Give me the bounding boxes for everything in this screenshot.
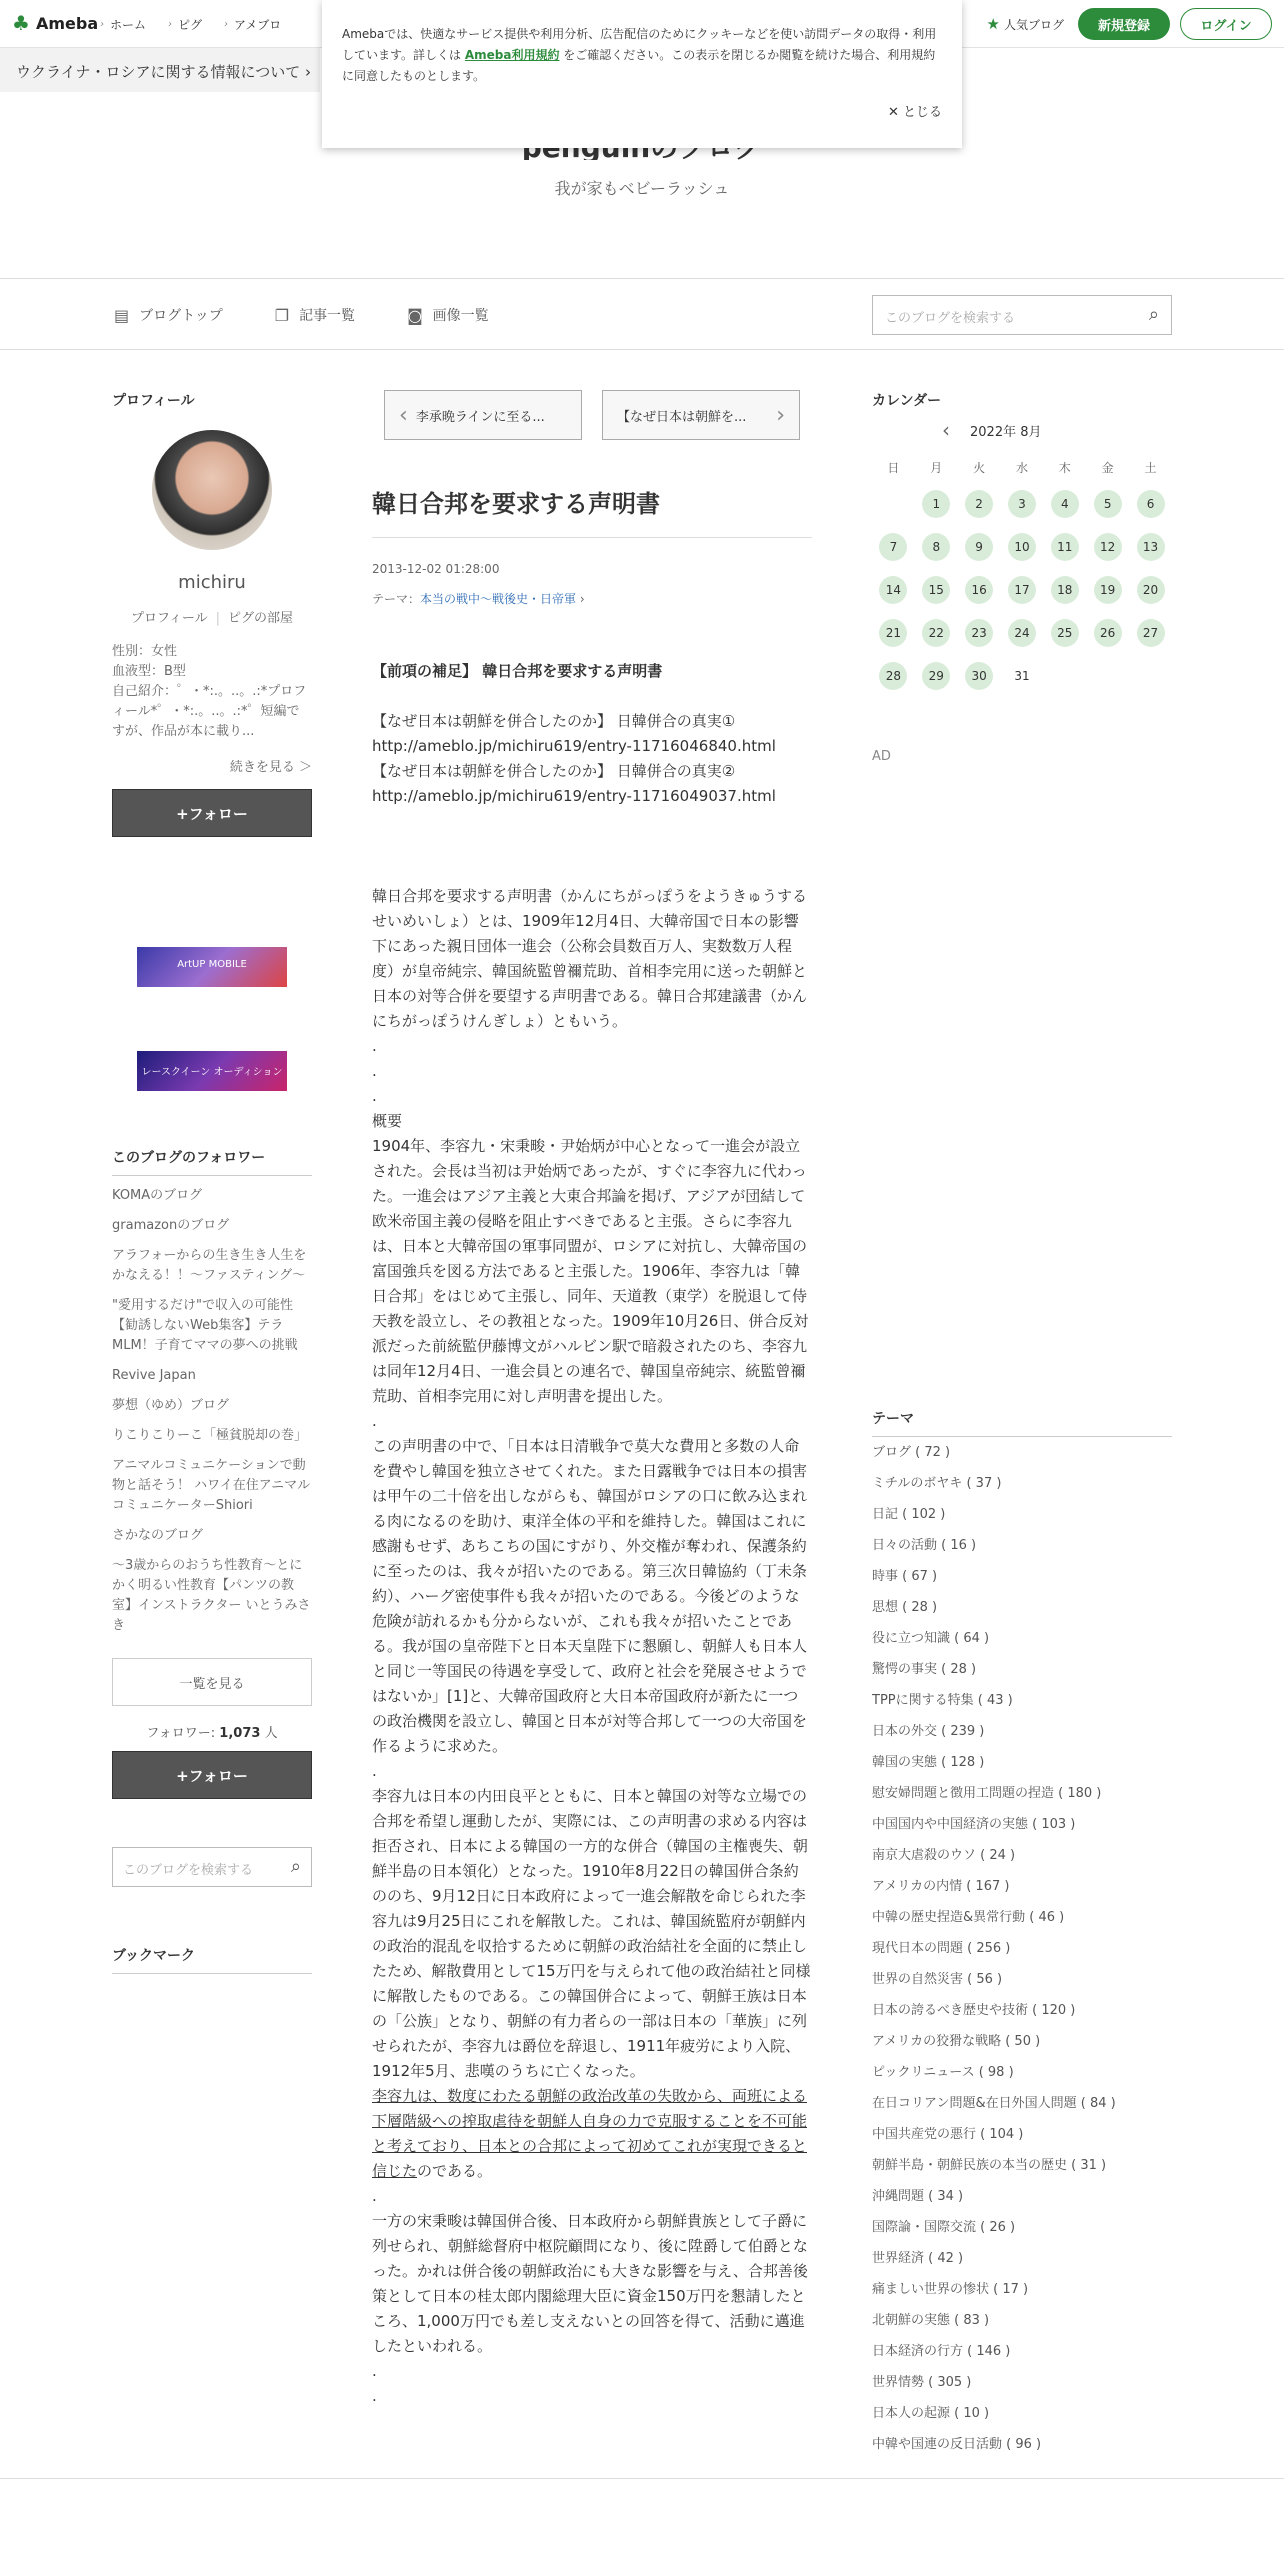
calendar-cell [958, 654, 1001, 697]
article-paragraph: この声明書の中で、「日本は日清戦争で莫大な費用と多数の人命を費やし韓国を独立させてくれた。また日露戦争では日本の損害は甲午の二十倍を出しながらも、韓国がロシアの口に飲み込まれる肉になるのを助け、東洋全体の平和を維持した。韓国はこれに感謝もせず、あちこちの国にすがり、外交権が奪われ、保護条約に至ったのは、我々が招いたのである。第三次日韓協約（丁未条約）、ハーグ密使事件も我々が招いたのである。今後どのような危険が訪れるかも分からないが、これも我々が招いたことである。我が国の皇帝陛下と日本天皇陛下に懇願し、朝鮮人も日本人と同じ一等国民の待遇を享受して、政府と社会を発展させようではないか」[1]と、大韓帝国政府と大日本帝国政府が新たに一つの政治機関を設立し、韓国と日本が対等合邦して一つの大帝国を作るように求めた。 [372, 1437, 808, 1755]
followers-heading: このブログのフォロワー [112, 1147, 312, 1176]
weekday-label: 火 [973, 460, 986, 475]
avatar[interactable] [152, 430, 272, 550]
theme-item[interactable]: 中国共産党の悪行 ( 104 ) [872, 2127, 1024, 2142]
next-article-label: 【なぜ日本は朝鮮を... [617, 409, 747, 425]
header-actions [987, 8, 1272, 40]
footer [0, 2478, 1284, 2568]
theme-item[interactable]: 中国国内や中国経済の実態 ( 103 ) [872, 1817, 1076, 1832]
article-paragraph: 韓日合邦を要求する声明書（かんにちがっぽうをようきゅうするせいめいしょ）とは、1909年12月4日、大韓帝国で日本の影響下にあった親日団体一進会（公称会員数百万人、実数数万人程度）が皇帝純宗、韓国統監曾禰荒助、首相李完用に送った朝鮮と日本の対等合併を要望する声明書である。韓日合邦建議書（かんにちがっぽうけんぎしょ）ともいう。 [372, 887, 808, 1030]
racequeen-banner[interactable]: レースクイーン オーディション [137, 1051, 287, 1091]
read-more-link[interactable]: 続きを見る ＞ [229, 760, 312, 775]
calendar-day[interactable]: 12 [1094, 533, 1122, 561]
profile-gender: 性別：女性 [112, 644, 178, 659]
calendar-day[interactable]: 21 [879, 619, 907, 647]
pigg-room-link[interactable]: ピグの部屋 [228, 611, 294, 626]
chevron-left-icon[interactable]: ‹ [942, 418, 950, 442]
weekday-label: 木 [1058, 460, 1071, 475]
theme-item[interactable]: 思想 ( 28 ) [872, 1600, 938, 1615]
blog-subtitle: 我が家もベビーラッシュ [554, 179, 730, 198]
list-item[interactable]: Revive Japan [112, 1368, 196, 1383]
list-item[interactable]: りこりこりーこ「極貧脱却の巻」 [112, 1428, 308, 1443]
list-item[interactable]: 〜3歳からのおうち性教育〜とにかく明るい性教育【パンツの教室】インストラクター いとうみさき [112, 1558, 311, 1633]
theme-item[interactable]: 国際論・国際交流 ( 26 ) [872, 2220, 1016, 2235]
theme-item[interactable]: TPPに関する特集 ( 43 ) [872, 1693, 1013, 1708]
nav-pigg-label: ピグ [178, 18, 203, 32]
article-paragraph [372, 809, 812, 834]
chevron-left-icon: ‹ [399, 402, 408, 428]
copy-icon: ❐ [274, 305, 290, 325]
follower-count-label: フォロワー: [146, 1726, 216, 1741]
calendar-cell [1001, 611, 1044, 654]
chevron-right-icon: › [224, 19, 229, 30]
weekday-label: 月 [930, 460, 943, 475]
calendar-week [872, 611, 1172, 654]
ukraine-notice-link[interactable] [0, 48, 320, 92]
article-list-link[interactable] [275, 305, 355, 325]
calendar-cell [1086, 654, 1129, 697]
calendar-day[interactable]: 16 [965, 576, 993, 604]
profile-links [112, 607, 312, 626]
camera-icon: ◙ [407, 305, 423, 325]
calendar-cell [872, 525, 915, 568]
list-item[interactable]: gramazonのブログ [112, 1218, 230, 1233]
theme-item[interactable]: 役に立つ知識 ( 64 ) [872, 1631, 990, 1646]
calendar-day[interactable]: 13 [1137, 533, 1165, 561]
profile-heading: プロフィール [112, 393, 195, 409]
article-paragraph [372, 859, 812, 884]
article-link[interactable]: http://ameblo.jp/michiru619/entry-11716046840.html [372, 737, 776, 755]
theme-item[interactable]: 世界経済 ( 42 ) [872, 2251, 964, 2266]
bookmark-heading: ブックマーク [112, 1945, 312, 1974]
theme-item[interactable]: 日本経済の行方 ( 146 ) [872, 2344, 1011, 2359]
cookie-text-1: Amebaでは、快適なサービス提供や利用分析、広告配信のためにクッキーなどを使い訪問データの取得・利用しています。詳しくは [342, 27, 937, 62]
blog-nav [114, 305, 489, 325]
follow-button[interactable]: +フォロー [112, 789, 312, 837]
right-sidebar [872, 390, 1172, 2460]
calendar-cell [872, 611, 915, 654]
calendar-day[interactable]: 22 [922, 619, 950, 647]
blog-top-label: ブログトップ [139, 308, 223, 324]
popular-blogs-label: 人気ブログ [1003, 17, 1064, 32]
article-title: 韓日合邦を要求する声明書 [372, 484, 812, 538]
theme-item[interactable]: 日本人の起源 ( 10 ) [872, 2406, 990, 2421]
list-item[interactable]: さかなのブログ [112, 1528, 204, 1543]
weekday-label: 金 [1101, 460, 1114, 475]
calendar-cell [958, 611, 1001, 654]
chevron-right-icon: › [776, 402, 785, 428]
article-paragraph [372, 2084, 812, 2184]
article-paragraph: . [372, 2387, 377, 2405]
article-date: 2013-12-02 01:28:00 [372, 562, 500, 576]
search-placeholder: このブログを検索する [885, 311, 1016, 326]
weekday-label: 水 [1015, 460, 1028, 475]
calendar-day[interactable]: 17 [1008, 576, 1036, 604]
document-icon: ▤ [114, 305, 130, 325]
list-item[interactable]: アラフォーからの生き生き人生をかなえる！！～ファスティング～ [112, 1248, 307, 1283]
weekday-label: 土 [1144, 460, 1157, 475]
article-paragraph: 【なぜ日本は朝鮮を併合したのか】 日韓併合の真実② [372, 762, 736, 780]
calendar-day[interactable]: 7 [879, 533, 907, 561]
theme-item[interactable]: 南京大虐殺のウソ ( 24 ) [872, 1848, 1016, 1863]
calendar-cell [915, 654, 958, 697]
theme-item[interactable]: 中韓や国連の反日活動 ( 96 ) [872, 2437, 1042, 2452]
follow-button-2[interactable]: +フォロー [112, 1751, 312, 1799]
theme-item[interactable]: 北朝鮮の実態 ( 83 ) [872, 2313, 990, 2328]
prev-article-button[interactable] [384, 390, 582, 440]
calendar-day[interactable]: 18 [1051, 576, 1079, 604]
theme-item[interactable]: 痛ましい世界の惨状 ( 17 ) [872, 2282, 1029, 2297]
calendar-day[interactable]: 28 [879, 662, 907, 690]
article-paragraph [372, 834, 812, 859]
calendar-cell [915, 611, 958, 654]
calendar-grid [872, 452, 1172, 697]
theme-item[interactable]: ピックリニュース ( 98 ) [872, 2065, 1014, 2080]
calendar-day[interactable]: 14 [879, 576, 907, 604]
view-all-followers-button[interactable]: 一覧を見る [112, 1658, 312, 1706]
follower-count [112, 1722, 312, 1741]
follower-count-value: 1,073 [219, 1726, 261, 1741]
calendar-day[interactable]: 10 [1008, 533, 1036, 561]
calendar-month: 2022年 8月 [970, 424, 1042, 440]
calendar-cell [1043, 525, 1086, 568]
calendar-day[interactable]: 19 [1094, 576, 1122, 604]
article-paragraph: 1904年、李容九・宋秉畯・尹始炳が中心となって一進会が設立された。会長は当初は尹始炳であったが、すぐに李容九に代わった。一進会はアジア主義と大東合邦論を掲げ、アジアが団結して欧米帝国主義の侵略を阻止すべきであると主張。さらに李容九は、日本と大韓帝国の軍事同盟が、ロシアに対抗し、大韓帝国の富国強兵を図る方法であると主張した。1906年、李容九は「韓日合邦」をはじめて主張し、同年、天道教（東学）を脱退して侍天教を設立し、その教祖となった。1909年10月26日、併合反対派だった前統監伊藤博文がハルビン駅で暗殺されたのち、李容九は同年12月4日、一進会員との連名で、韓国皇帝純宗、統監曾禰荒助、首相李完用に対し声明書を提出した。 [372, 1137, 809, 1405]
calendar-cell [1001, 482, 1044, 525]
theme-item[interactable]: 在日コリアン問題&在日外国人問題 ( 84 ) [872, 2096, 1116, 2111]
theme-item[interactable]: 日々の活動 ( 16 ) [872, 1538, 977, 1553]
article-paragraph: 【前項の補足】 韓日合邦を要求する声明書 [372, 662, 663, 680]
calendar-cell [1043, 611, 1086, 654]
underlined-tail: のである。 [417, 2162, 493, 2180]
calendar-day[interactable]: 5 [1094, 490, 1122, 518]
cookie-close-button[interactable] [888, 102, 942, 123]
theme-item[interactable]: 沖縄問題 ( 34 ) [872, 2189, 964, 2204]
nav-home-label: ホーム [110, 18, 147, 32]
calendar-day[interactable]: 15 [922, 576, 950, 604]
chevron-right-icon: › [100, 19, 104, 30]
calendar-cell [1129, 482, 1172, 525]
weekday-label: 日 [887, 460, 900, 475]
search-placeholder: このブログを検索する [123, 1863, 254, 1878]
calendar-cell [1129, 611, 1172, 654]
search-icon[interactable]: ⌕ [1148, 304, 1159, 325]
nav-home[interactable] [100, 16, 146, 33]
theme-item[interactable]: ミチルのボヤキ ( 37 ) [872, 1476, 1002, 1491]
calendar-cell [1001, 654, 1044, 697]
blog-nav-bar [0, 278, 1284, 350]
article [372, 390, 812, 2409]
calendar-cell [1129, 654, 1172, 697]
theme-label: テーマ： [372, 592, 421, 606]
calendar-cell [958, 525, 1001, 568]
article-paragraph: 概要 [372, 1112, 403, 1130]
prev-article-label: 李承晩ラインに至る... [415, 409, 545, 425]
chevron-right-icon: › [168, 19, 173, 30]
theme-item[interactable]: アメリカの狡猾な戦略 ( 50 ) [872, 2034, 1041, 2049]
calendar-cell [1129, 568, 1172, 611]
follower-count-unit: 人 [264, 1726, 278, 1741]
calendar-day[interactable]: 4 [1051, 490, 1079, 518]
calendar-day[interactable]: 9 [965, 533, 993, 561]
artup-banner[interactable]: ArtUP MOBILE [137, 947, 287, 987]
profile-info [112, 642, 312, 742]
article-paragraph: . [372, 1037, 377, 1055]
article-paragraph: . [372, 1412, 377, 1430]
followers-list [112, 1186, 312, 1636]
theme-item[interactable]: 驚愕の事実 ( 28 ) [872, 1662, 977, 1677]
calendar-cell [1129, 525, 1172, 568]
next-article-button[interactable] [602, 390, 800, 440]
ameba-logo-text: Ameba [36, 13, 99, 33]
calendar-cell [1043, 568, 1086, 611]
theme-item[interactable]: 時事 ( 67 ) [872, 1569, 938, 1584]
theme-item[interactable]: 日記 ( 102 ) [872, 1507, 946, 1522]
global-nav [100, 16, 281, 33]
chevron-right-icon: › [305, 63, 312, 81]
terms-link[interactable]: Ameba利用規約 [464, 48, 560, 62]
article-paragraph: 一方の宋秉畯は韓国併合後、日本政府から朝鮮貴族として子爵に列せられ、朝鮮総督府中枢院顧問になり、後に陞爵して伯爵となった。かれは併合後の朝鮮政治にも大きな影響を与え、合邦善後策として日本の桂太郎内閣総理大臣に資金150万円を懇請したところ、1,000万円でも差し支えないとの回答を得て、活動に邁進したといわれる。 [372, 2212, 808, 2355]
calendar-cell [1086, 568, 1129, 611]
list-item[interactable]: 夢想（ゆめ）ブログ [112, 1398, 230, 1413]
blog-top-link[interactable] [114, 305, 223, 325]
calendar-cell [1043, 654, 1086, 697]
login-button[interactable]: ログイン [1180, 8, 1272, 40]
theme-item[interactable]: 現代日本の問題 ( 256 ) [872, 1941, 1011, 1956]
notice-text: ウクライナ・ロシアに関する情報について [16, 63, 301, 81]
article-paragraph: . [372, 2362, 377, 2380]
calendar-day[interactable]: 1 [922, 490, 950, 518]
profile-blood-type: 血液型：B型 [112, 664, 186, 679]
calendar-cell [915, 525, 958, 568]
article-pager [384, 390, 812, 440]
calendar-cell [1086, 482, 1129, 525]
close-icon: ✕ [887, 105, 899, 120]
profile-intro: 自己紹介：゜・*:.。..。.:*プロフィール*゜・*:.。..。.:*゜短編ですが、作品が本に載り... [112, 684, 307, 739]
calendar-day[interactable]: 6 [1137, 490, 1165, 518]
blog-search-input[interactable] [872, 295, 1172, 335]
calendar-day[interactable]: 25 [1051, 619, 1079, 647]
calendar-day[interactable]: 3 [1008, 490, 1036, 518]
calendar-week [872, 482, 1172, 525]
list-item[interactable]: アニマルコミュニケーションで動物と話そう！ ハワイ在住アニマルコミュニケーターShiori [112, 1458, 311, 1513]
profile-name[interactable]: michiru [178, 572, 246, 593]
article-list-label: 記事一覧 [299, 308, 356, 324]
calendar-cell [1001, 568, 1044, 611]
calendar-cell [872, 568, 915, 611]
calendar-cell [1086, 525, 1129, 568]
article-paragraph: 李容九は日本の内田良平とともに、日本と韓国の対等な立場での合邦を希望し運動したが、実際には、この声明書の求める内容は拒否され、日本による韓国の一方的な併合（韓国の主権喪失、朝鮮半島の日本領化）となった。1910年8月22日の韓国併合条約ののち、9月12日に日本政府によって一進会解散を命じられた李容九は9月25日にこれを解散した。これは、韓国統監府が朝鮮内の政治的混乱を収拾するために朝鮮の政治結社を全面的に禁止したため、解散費用として15万円を与えられて他の政治結社と同様に解散したものである。この韓国併合によって、朝鮮王族は日本の「公族」となり、朝鮮の有力者らの一部は日本の「華族」に列せられたが、李容九は爵位を辞退し、1911年疲労により入院、1912年5月、悲嘆のうちに亡くなった。 [372, 1787, 811, 2080]
theme-item[interactable]: 日本の外交 ( 239 ) [872, 1724, 985, 1739]
nav-pigg[interactable] [168, 16, 202, 33]
theme-item[interactable]: ブログ ( 72 ) [872, 1445, 951, 1460]
calendar-cell [1043, 482, 1086, 525]
search-icon[interactable]: ⌕ [290, 1856, 301, 1877]
calendar-week [872, 525, 1172, 568]
calendar-day[interactable]: 8 [922, 533, 950, 561]
calendar-day[interactable]: 30 [965, 662, 993, 690]
theme-item[interactable]: 世界の自然災害 ( 56 ) [872, 1972, 1003, 1987]
calendar-week [872, 654, 1172, 697]
article-paragraph: . [372, 1762, 377, 1780]
calendar-cell [915, 482, 958, 525]
calendar-cell [1001, 525, 1044, 568]
calendar-day[interactable]: 2 [965, 490, 993, 518]
nav-ameblo[interactable] [224, 16, 281, 33]
article-paragraph: . [372, 1087, 377, 1105]
calendar-month-nav [942, 418, 1172, 442]
image-list-label: 画像一覧 [432, 308, 489, 324]
image-list-link[interactable] [407, 305, 489, 325]
calendar-day[interactable]: 23 [965, 619, 993, 647]
theme-item[interactable]: 中韓の歴史捏造&異常行動 ( 46 ) [872, 1910, 1065, 1925]
calendar-day: 31 [1014, 668, 1030, 683]
calendar-cell [958, 482, 1001, 525]
calendar-day[interactable]: 26 [1094, 619, 1122, 647]
calendar-cell [915, 568, 958, 611]
divider: | [215, 611, 221, 626]
calendar-day[interactable]: 27 [1137, 619, 1165, 647]
theme-link[interactable]: 本当の戦中～戦後史・日帝軍 [420, 592, 577, 606]
ad-label: AD [872, 749, 891, 764]
underlined-text: 李容九は、数度にわたる朝鮮の政治改革の失敗から、両班による下層階級への搾取虐待を朝鮮人自身の力で克服することを不可能と考えており、日本との合邦によって初めてこれが実現できると信じた [372, 2087, 808, 2180]
calendar-day[interactable]: 24 [1008, 619, 1036, 647]
cookie-consent-dialog [322, 0, 962, 148]
article-link[interactable]: http://ameblo.jp/michiru619/entry-11716049037.html [372, 787, 776, 805]
popular-blogs-link[interactable] [987, 15, 1064, 33]
ameba-logo[interactable] [12, 12, 98, 34]
cookie-close-label: とじる [902, 105, 942, 120]
calendar-heading: カレンダー [872, 393, 942, 409]
ameba-logo-icon: ♣ [12, 11, 30, 35]
theme-item[interactable]: 世界情勢 ( 305 ) [872, 2375, 972, 2390]
cookie-text-2: をご確認ください。この表示を閉じるか閲覧を続けた場合、利用規約に同意したものとします。 [342, 48, 936, 83]
theme-item[interactable]: 朝鮮半島・朝鮮民族の本当の歴史 ( 31 ) [872, 2158, 1107, 2173]
list-item[interactable]: "愛用するだけ"で収入の可能性【勧誘しないWeb集客】テラMLM！子育てママの夢への挑戦 [112, 1298, 298, 1353]
nav-ameblo-label: アメブロ [234, 18, 282, 32]
crown-icon: ★ [986, 15, 1000, 33]
calendar-cell [872, 482, 915, 525]
left-sidebar [112, 390, 312, 1974]
calendar-week [872, 568, 1172, 611]
article-body [372, 659, 812, 2409]
profile-link[interactable]: プロフィール [130, 611, 208, 626]
calendar-day[interactable]: 29 [922, 662, 950, 690]
calendar-cell [958, 568, 1001, 611]
list-item[interactable]: KOMAのブログ [112, 1188, 203, 1203]
article-paragraph [372, 684, 812, 709]
article-paragraph: 【なぜ日本は朝鮮を併合したのか】 日韓併合の真実① [372, 712, 736, 730]
theme-item[interactable]: アメリカの内情 ( 167 ) [872, 1879, 1010, 1894]
calendar-day[interactable]: 20 [1137, 576, 1165, 604]
calendar-cell [1086, 611, 1129, 654]
calendar-day[interactable]: 11 [1051, 533, 1079, 561]
register-button[interactable]: 新規登録 [1078, 8, 1170, 40]
chevron-right-icon: › [579, 592, 585, 606]
calendar-cell [872, 654, 915, 697]
themes-list [872, 1437, 1172, 2460]
themes-heading: テーマ [872, 1408, 1172, 1437]
theme-item[interactable]: 韓国の実態 ( 128 ) [872, 1755, 985, 1770]
article-paragraph: . [372, 1062, 377, 1080]
sidebar-search-input[interactable] [112, 1847, 312, 1887]
article-theme [372, 590, 812, 607]
theme-item[interactable]: 慰安婦問題と徴用工問題の捏造 ( 180 ) [872, 1786, 1102, 1801]
theme-item[interactable]: 日本の誇るべき歴史や技術 ( 120 ) [872, 2003, 1076, 2018]
article-paragraph: . [372, 2187, 377, 2205]
